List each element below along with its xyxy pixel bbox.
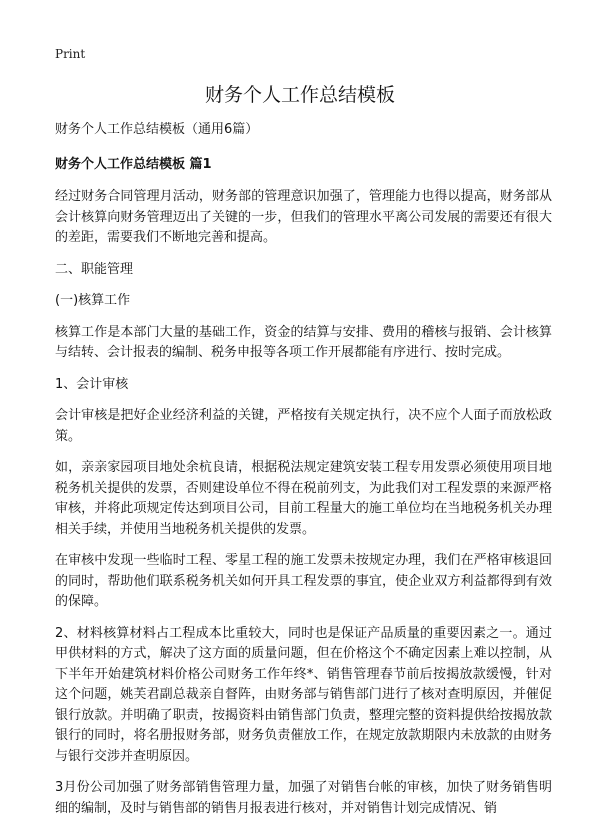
heading-audit: 1、会计审核 — [55, 376, 129, 392]
paragraph-materials: 2、材料核算材料占工程成本比重较大，同时也是保证产品质量的重要因素之一。通过甲供材料的方式，解决了这方面的质量问题，但在价格这个不确定因素上难以控制，从下半年开始建筑材料价格公司财务工作年终*、销售管理春节前后按揭放款缓慢，针对这个问题，姚芙君副总裁亲自督阵，由财务部与销售部门进行了核对查明原因，并催促银行放款。并明确了职责，按揭资料由销售部门负责，整理完整的资料提供给按揭放款银行的同时，将名册报财务部，财务负责催放工作，在规定放款期限内未放款的由财务与银行交涉并查明原因。 — [55, 625, 552, 764]
document-body — [55, 120, 552, 830]
paragraph-accounting: 核算工作是本部门大量的基础工作，资金的结算与安排、费用的稽核与报销、会计核算与结转、会计报表的编制、税务申报等各项工作开展都能有序进行、按时完成。 — [55, 324, 552, 360]
heading-function-management: 二、职能管理 — [55, 261, 134, 277]
section-title: 财务个人工作总结模板 篇1 — [55, 156, 212, 172]
document-subtitle: 财务个人工作总结模板（通用6篇） — [55, 122, 259, 137]
document-title: 财务个人工作总结模板 — [204, 84, 395, 106]
heading-accounting-work: (一)核算工作 — [55, 293, 131, 308]
paragraph-audit-findings: 在审核中发现一些临时工程、零星工程的施工发票未按规定办理，我们在严格审核退回的同时，帮助他们联系税务机关如何开具工程发票的事宜，使企业双方利益都得到有效的保障。 — [55, 553, 552, 609]
paragraph-example: 如，亲亲家园项目地处余杭良请，根据税法规定建筑安装工程专用发票必须使用项目地税务机关提供的发票，否则建设单位不得在税前列支，为此我们对工程发票的来源严格审核，并将此项规定传达到项目公司，目前工程量大的施工单位均在当地税务机关办理相关手续，并使用当地税务机关提供的发票。 — [55, 460, 552, 537]
paragraph-intro: 经过财务合同管理月活动，财务部的管理意识加强了，管理能力也得以提高，财务部从会计核算向财务管理迈出了关键的一步，但我们的管理水平离公司发展的需要还有很大的差距，需要我们不断地完善和提高。 — [55, 189, 552, 245]
print-label: Print — [55, 47, 86, 61]
paragraph-audit: 会计审核是把好企业经济利益的关键，严格按有关规定执行，决不应个人面子而放松政策。 — [55, 408, 552, 444]
paragraph-march: 3月份公司加强了财务部销售管理力量，加强了对销售台帐的审核，加快了财务销售明细的编制，及时与销售部的销售月报表进行核对，并对销售计划完成情况、销 — [55, 780, 552, 816]
